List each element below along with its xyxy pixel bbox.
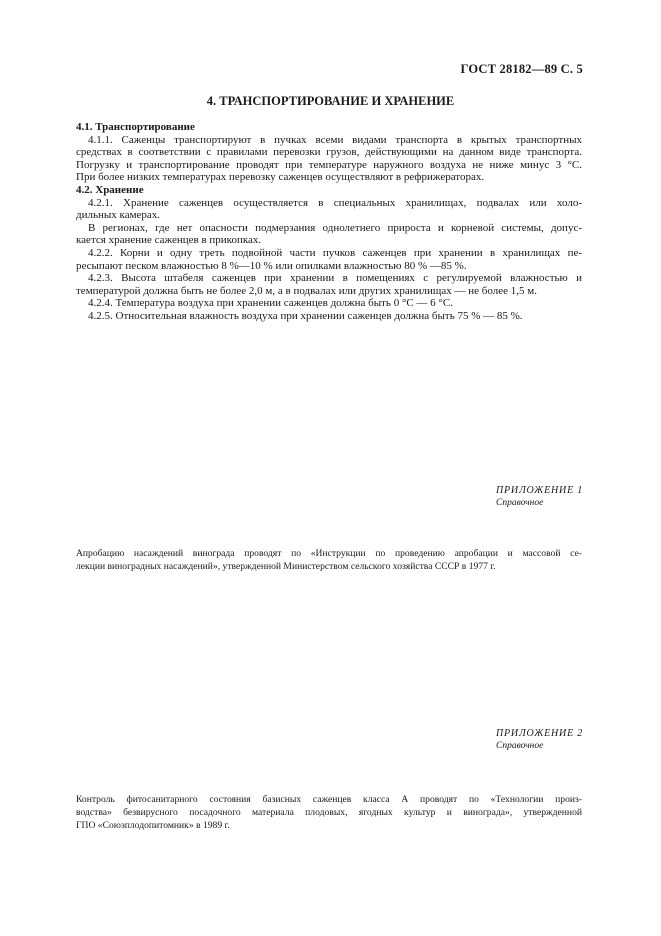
- paragraph-line: лекции виноградных насаждений», утвержденной Министерством сельского хозяйства СССР в 1977 г.: [76, 560, 496, 572]
- section-body: [76, 121, 582, 323]
- paragraph-line: Погрузку и транспортирование проводят при температуре наружного воздуха не ниже минус 3 °С.: [76, 158, 582, 171]
- paragraph-line: дильных камерах.: [76, 209, 161, 222]
- subsection-heading-transport: 4.1. Транспортирование: [76, 121, 195, 133]
- appendix1-subtitle: Справочное: [496, 498, 544, 508]
- subsection-heading-storage: 4.2. Хранение: [76, 183, 144, 196]
- paragraph-line: 4.2.3. Высота штабеля саженцев при хранении в помещениях с регулируемой влажностью и: [88, 272, 582, 285]
- page-header: ГОСТ 28182—89 С. 5: [460, 62, 583, 76]
- paragraph-line: ГПО «Союзплодопитомник» в 1989 г.: [76, 819, 230, 831]
- paragraph-line: водства» безвирусного посадочного материала плодовых, ягодных культур и винограда», утвержденной: [76, 806, 582, 818]
- paragraph-line: Апробацию насаждений винограда проводят по «Инструкции по проведению апробации и массовой се-: [76, 548, 582, 559]
- appendix1-text: [76, 548, 582, 574]
- paragraph-line: 4.1.1. Саженцы транспортируют в пучках всеми видами транспорта в крытых транспортных: [88, 133, 582, 146]
- paragraph-line: 4.2.5. Относительная влажность воздуха при хранении саженцев должна быть 75 % — 85 %.: [88, 309, 523, 322]
- section-title: 4. ТРАНСПОРТИРОВАНИЕ И ХРАНЕНИЕ: [206, 94, 455, 108]
- paragraph-line: В регионах, где нет опасности подмерзания однолетнего прироста и корневой системы, допус-: [88, 221, 582, 234]
- paragraph-line: ресыпают песком влажностью 8 %—10 % или опилками влажностью 80 % —85 %.: [76, 259, 467, 272]
- paragraph-line: кается хранение саженцев в прикопках.: [76, 234, 262, 247]
- paragraph-line: Контроль фитосанитарного состояния базисных саженцев класса А проводят по «Технологии произ-: [76, 794, 582, 805]
- paragraph-line: 4.2.2. Корни и одну треть подвойной части пучков саженцев при хранении в хранилищах пе-: [88, 246, 582, 259]
- appendix2-title: ПРИЛОЖЕНИЕ 2: [496, 728, 584, 739]
- appendix2-subtitle: Справочное: [496, 741, 544, 751]
- paragraph-line: температурой должна быть не более 2,0 м, а в подвалах или других хранилищах — не более 1,5 м.: [76, 284, 537, 297]
- paragraph-line: средствах в соответствии с правилами перевозки грузов, действующими на данном виде транспорта.: [76, 146, 582, 159]
- paragraph-line: 4.2.4. Температура воздуха при хранении саженцев должна быть 0 °С — 6 °С.: [88, 297, 453, 310]
- paragraph-line: 4.2.1. Хранение саженцев осуществляется в специальных хранилищах, подвалах или холо-: [88, 196, 582, 209]
- paragraph-line: При более низких температурах перевозку саженцев осуществляют в рефрижераторах.: [76, 171, 485, 184]
- appendix2-text: [76, 794, 582, 832]
- appendix1-title: ПРИЛОЖЕНИЕ 1: [496, 485, 584, 496]
